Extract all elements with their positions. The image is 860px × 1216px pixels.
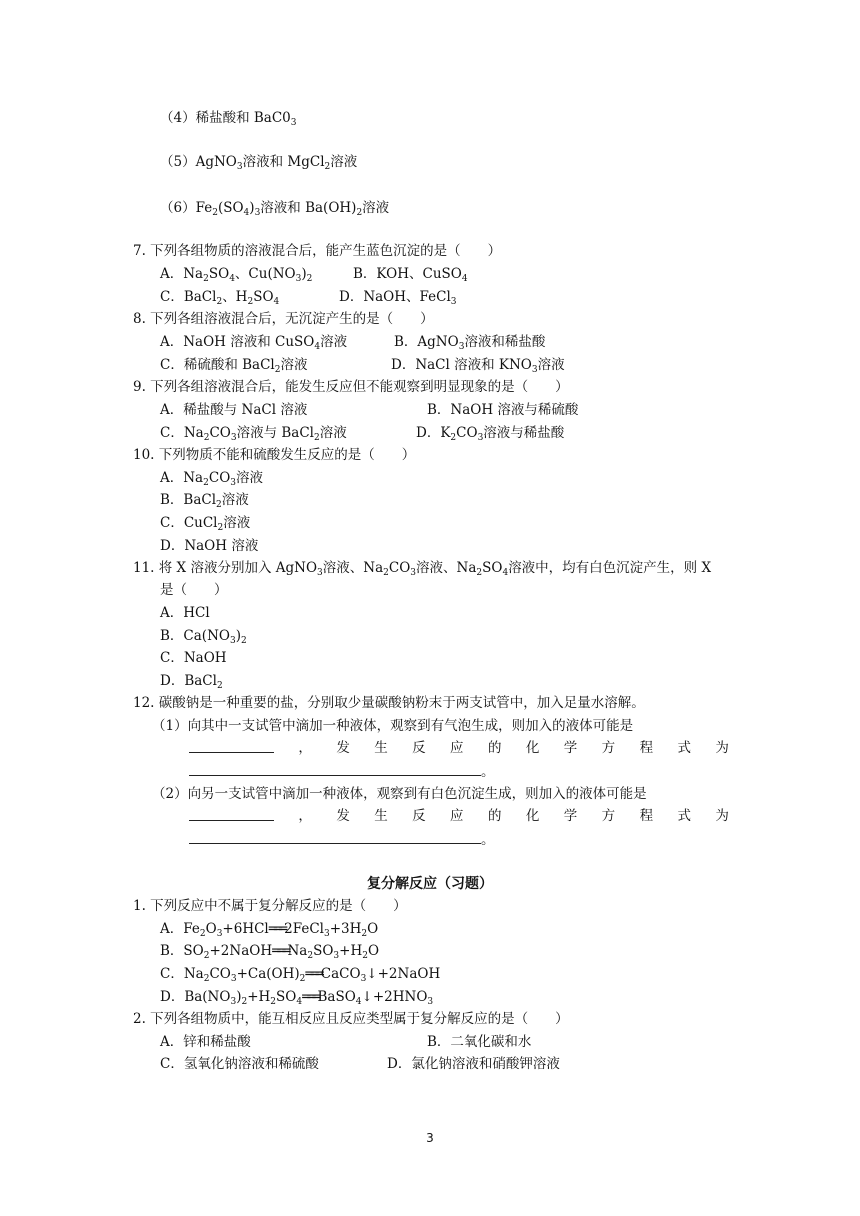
part-2-line-3: 。 xyxy=(189,829,495,850)
answer-blank[interactable] xyxy=(189,806,274,821)
option-b: B．NaOH 溶液与稀硫酸 xyxy=(427,402,579,418)
answer-blank[interactable] xyxy=(189,761,481,776)
option-c: C．BaCl$_2$、$H_2SO_4$ xyxy=(160,289,280,307)
option-b: B．BaCl$_2$溶液 xyxy=(160,492,249,510)
option-a: A．NaOH 溶液和 CuSO$_4$溶液 xyxy=(160,334,348,352)
option-a: A．锌和稀盐酸 xyxy=(160,1034,251,1050)
section-question-1: 1. 下列反应中不属于复分解反应的是（ ） xyxy=(133,898,407,914)
item-4: （4）稀盐酸和 $BaC0_3$ xyxy=(160,110,297,128)
option-d: D．NaOH、FeCl$_3$ xyxy=(339,289,457,307)
option-b: B．AgNO$_3$溶液和稀盐酸 xyxy=(394,334,546,352)
part-2-line-1: （2）向另一支试管中滴加一种液体，观察到有白色沉淀生成，则加入的液体可能是 xyxy=(152,786,647,802)
question-9: 9. 下列各组溶液混合后，能发生反应但不能观察到明显现象的是（ ） xyxy=(133,379,569,395)
option-d: D．氯化钠溶液和硝酸钾溶液 xyxy=(387,1056,560,1072)
question-11: 11. 将 X 溶液分别加入 AgNO$_3$溶液、$Na_2CO_3$溶液、$Na_2SO_4$溶液中，均有白色沉淀产生，则 X xyxy=(133,560,712,578)
item-5: （5）AgNO$_3$溶液和 MgCl$_2$溶液 xyxy=(160,154,358,172)
option-d: D．$K_2CO_3$溶液与稀盐酸 xyxy=(416,425,565,443)
part-2-line-2: ， 发 生 反 应 的 化 学 方 程 式 为 xyxy=(189,806,729,826)
option-c: C．氢氧化钠溶液和稀硫酸 xyxy=(160,1056,319,1072)
answer-blank[interactable] xyxy=(189,829,481,844)
option-a: A．$Na_2SO_4$、$Cu(NO_3)_2$ xyxy=(160,266,313,284)
question-8: 8. 下列各组溶液混合后，无沉淀产生的是（ ） xyxy=(133,311,434,327)
option-d: D．BaCl$_2$ xyxy=(160,673,223,691)
option-a: A．HCl xyxy=(160,605,210,621)
option-a: A．稀盐酸与 NaCl 溶液 xyxy=(160,402,308,418)
item-6: $(6)Fe_2(SO_4)_3$溶液和 $Ba(OH)_2$溶液 xyxy=(160,200,390,218)
part-1-line-1: （1）向其中一支试管中滴加一种液体，观察到有气泡生成，则加入的液体可能是 xyxy=(152,718,634,734)
option-c: C．$Na_2CO_3$溶液与 BaCl$_2$溶液 xyxy=(160,425,347,443)
part-1-line-3: 。 xyxy=(189,761,495,782)
option-b: B．二氧化碳和水 xyxy=(427,1034,532,1050)
section-title: 复分解反应（习题） xyxy=(367,876,493,892)
answer-blank[interactable] xyxy=(189,738,274,753)
option-c: C．CuCl$_2$溶液 xyxy=(160,515,251,533)
option-c: C．稀硫酸和 BaCl$_2$溶液 xyxy=(160,357,308,375)
part-1-line-2: ， 发 生 反 应 的 化 学 方 程 式 为 xyxy=(189,738,729,758)
option-c: C．NaOH xyxy=(160,650,227,666)
question-7: 7. 下列各组物质的溶液混合后，能产生蓝色沉淀的是（ ） xyxy=(133,243,502,259)
option-b: B．$SO_2+2NaOH═══Na_2SO_3+H_2O$ xyxy=(160,943,380,961)
page-number: 3 xyxy=(426,1131,434,1145)
option-d: D．NaCl 溶液和 $KNO_3$溶液 xyxy=(391,357,565,375)
question-12: 12. 碳酸钠是一种重要的盐，分别取少量碳酸钠粉末于两支试管中，加入足量水溶解。 xyxy=(133,695,645,711)
option-d: D．$Ba(NO_3)_2+H_2SO_4═══BaSO_4↓+2HNO_3$ xyxy=(160,989,434,1007)
option-c: C．$Na_2CO_3+Ca(OH)_2═══CaCO_3↓+2NaOH$ xyxy=(160,966,441,984)
option-d: D．NaOH 溶液 xyxy=(160,538,259,554)
option-a: A．$Fe_2O_3+6HCl═══2FeCl_3+3H_2O$ xyxy=(160,921,379,939)
option-a: A．$Na_2CO_3$溶液 xyxy=(160,470,263,488)
section-question-2: 2. 下列各组物质中，能互相反应且反应类型属于复分解反应的是（ ） xyxy=(133,1011,569,1027)
option-b: B．KOH、CuSO$_4$ xyxy=(353,266,468,284)
question-10: 10. 下列物质不能和硫酸发生反应的是（ ） xyxy=(133,447,416,463)
question-11-continued: 是（ ） xyxy=(160,582,228,598)
option-b: B．$Ca(NO_3)_2$ xyxy=(160,628,247,646)
